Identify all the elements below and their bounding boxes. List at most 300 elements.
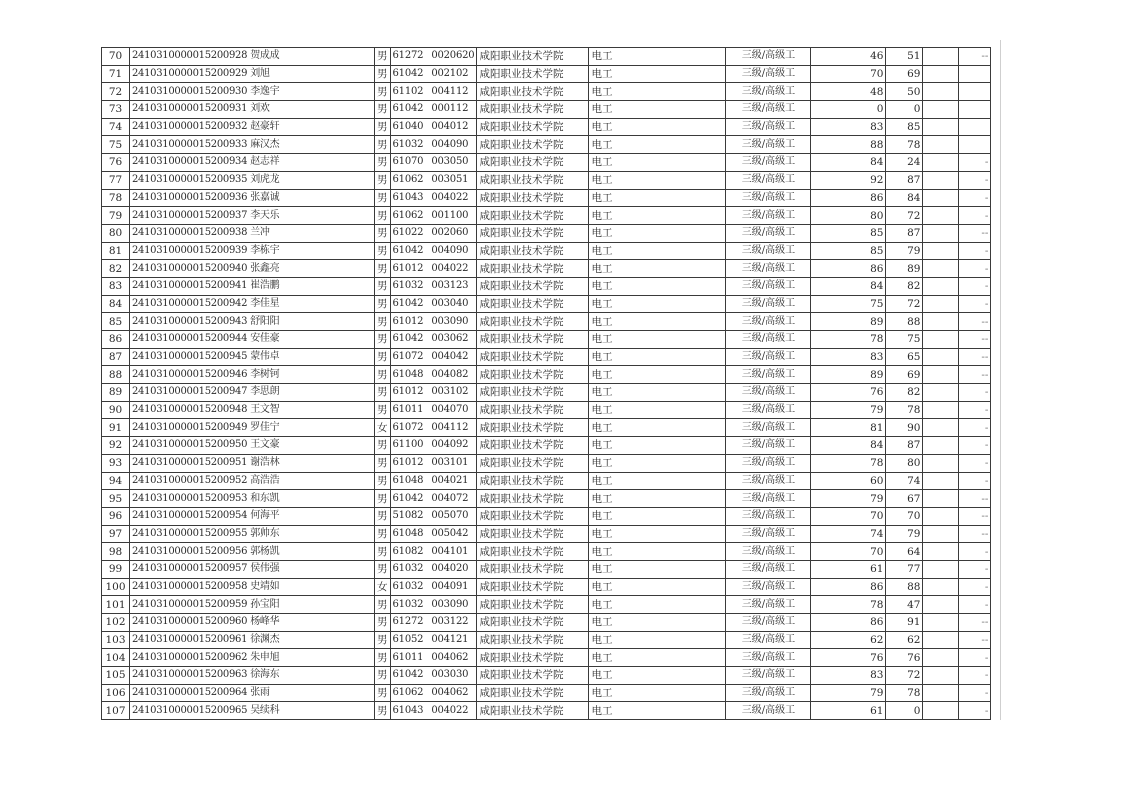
candidate-cell	[130, 419, 375, 437]
theory-score-cell: 78	[811, 331, 886, 349]
level-cell: 三级/高级工	[726, 313, 811, 331]
blank-cell	[923, 83, 959, 101]
table-row	[102, 649, 1043, 667]
candidate-cell	[130, 331, 375, 349]
candidate-cell	[130, 454, 375, 472]
practice-score-cell: 87	[886, 171, 923, 189]
blank-cell	[923, 242, 959, 260]
candidate-name: 贺成成	[250, 50, 280, 62]
table-row	[102, 472, 1043, 490]
remark-cell: -	[959, 189, 991, 207]
school-cell: 咸阳职业技术学院	[477, 331, 589, 349]
table-row	[102, 171, 1043, 189]
idcard-suffix: 004022	[431, 262, 469, 274]
school-cell: 咸阳职业技术学院	[477, 490, 589, 508]
exam-id: 2410310000015200937	[132, 209, 248, 221]
theory-score-cell: 89	[811, 366, 886, 384]
table-row	[102, 614, 1043, 632]
candidate-cell	[130, 313, 375, 331]
practice-score-cell: 69	[886, 366, 923, 384]
row-number-cell: 82	[102, 260, 130, 278]
candidate-cell	[130, 543, 375, 561]
table-row	[102, 65, 1043, 83]
theory-score-cell: 88	[811, 136, 886, 154]
candidate-name: 刘虎龙	[250, 174, 280, 186]
row-number-cell: 78	[102, 189, 130, 207]
blank-cell	[923, 454, 959, 472]
candidate-name: 张嘉诚	[250, 191, 280, 203]
idcard-suffix: 003062	[431, 333, 469, 345]
idcard-prefix: 61272	[392, 50, 424, 62]
blank-cell	[923, 331, 959, 349]
school-cell: 咸阳职业技术学院	[477, 366, 589, 384]
table-row	[102, 277, 1043, 295]
remark-cell: -	[959, 684, 991, 702]
row-number-cell: 72	[102, 83, 130, 101]
candidate-name: 高浩浩	[250, 474, 280, 486]
blank-cell	[923, 702, 959, 720]
blank-cell	[923, 507, 959, 525]
row-number-cell: 85	[102, 313, 130, 331]
candidate-name: 赵豪轩	[250, 121, 280, 133]
blank-cell	[923, 171, 959, 189]
idcard-cell	[390, 242, 477, 260]
row-number-cell: 102	[102, 614, 130, 632]
idcard-cell	[390, 313, 477, 331]
exam-id: 2410310000015200947	[132, 386, 248, 398]
table-row	[102, 118, 1043, 136]
school-cell: 咸阳职业技术学院	[477, 454, 589, 472]
candidate-cell	[130, 207, 375, 225]
blank-cell	[923, 384, 959, 402]
remark-cell: --	[959, 631, 991, 649]
idcard-prefix: 61012	[392, 386, 424, 398]
blank-cell	[923, 560, 959, 578]
level-cell: 三级/高级工	[726, 171, 811, 189]
idcard-suffix: 004112	[431, 85, 469, 97]
remark-cell	[959, 118, 991, 136]
idcard-cell	[390, 207, 477, 225]
candidate-cell	[130, 560, 375, 578]
idcard-cell	[390, 384, 477, 402]
idcard-prefix: 61042	[392, 333, 424, 345]
idcard-suffix: 005042	[431, 527, 469, 539]
remark-cell: --	[959, 348, 991, 366]
idcard-cell	[390, 401, 477, 419]
table-row	[102, 224, 1043, 242]
table-row	[102, 667, 1043, 685]
level-cell: 三级/高级工	[726, 348, 811, 366]
row-number-cell: 98	[102, 543, 130, 561]
idcard-cell	[390, 65, 477, 83]
school-cell: 咸阳职业技术学院	[477, 384, 589, 402]
school-cell: 咸阳职业技术学院	[477, 224, 589, 242]
idcard-prefix: 61040	[392, 121, 424, 133]
idcard-prefix: 61048	[392, 474, 424, 486]
idcard-suffix: 003102	[431, 386, 469, 398]
candidate-cell	[130, 83, 375, 101]
theory-score-cell: 83	[811, 667, 886, 685]
sex-cell: 男	[375, 171, 391, 189]
school-cell: 咸阳职业技术学院	[477, 295, 589, 313]
level-cell: 三级/高级工	[726, 649, 811, 667]
school-cell: 咸阳职业技术学院	[477, 348, 589, 366]
table-row	[102, 260, 1043, 278]
idcard-suffix: 003040	[431, 297, 469, 309]
school-cell: 咸阳职业技术学院	[477, 65, 589, 83]
practice-score-cell: 87	[886, 437, 923, 455]
occupation-cell: 电工	[589, 596, 726, 614]
exam-id: 2410310000015200949	[132, 421, 248, 433]
practice-score-cell: 62	[886, 631, 923, 649]
theory-score-cell: 76	[811, 384, 886, 402]
practice-score-cell: 80	[886, 454, 923, 472]
theory-score-cell: 0	[811, 101, 886, 119]
row-number-cell: 84	[102, 295, 130, 313]
idcard-cell	[390, 507, 477, 525]
table-row	[102, 348, 1043, 366]
theory-score-cell: 85	[811, 224, 886, 242]
school-cell: 咸阳职业技术学院	[477, 578, 589, 596]
remark-cell: -	[959, 260, 991, 278]
row-number-cell: 101	[102, 596, 130, 614]
candidate-cell	[130, 631, 375, 649]
practice-score-cell: 65	[886, 348, 923, 366]
candidate-cell	[130, 48, 375, 66]
occupation-cell: 电工	[589, 384, 726, 402]
idcard-suffix: 004042	[431, 351, 469, 363]
level-cell: 三级/高级工	[726, 472, 811, 490]
level-cell: 三级/高级工	[726, 419, 811, 437]
idcard-cell	[390, 260, 477, 278]
idcard-cell	[390, 136, 477, 154]
practice-score-cell: 87	[886, 224, 923, 242]
occupation-cell: 电工	[589, 472, 726, 490]
theory-score-cell: 62	[811, 631, 886, 649]
idcard-cell	[390, 277, 477, 295]
theory-score-cell: 86	[811, 578, 886, 596]
row-number-cell: 76	[102, 154, 130, 172]
candidate-name: 何海平	[250, 510, 280, 522]
theory-score-cell: 80	[811, 207, 886, 225]
blank-cell	[923, 224, 959, 242]
practice-score-cell: 0	[886, 702, 923, 720]
idcard-suffix: 004072	[431, 492, 469, 504]
idcard-prefix: 61012	[392, 457, 424, 469]
exam-id: 2410310000015200963	[132, 669, 248, 681]
row-number-cell: 99	[102, 560, 130, 578]
sex-cell: 男	[375, 189, 391, 207]
remark-cell: -	[959, 154, 991, 172]
sex-cell: 男	[375, 277, 391, 295]
candidate-cell	[130, 295, 375, 313]
idcard-cell	[390, 348, 477, 366]
exam-id: 2410310000015200956	[132, 545, 248, 557]
remark-cell: -	[959, 242, 991, 260]
candidate-cell	[130, 189, 375, 207]
idcard-prefix: 61062	[392, 209, 424, 221]
theory-score-cell: 75	[811, 295, 886, 313]
remark-cell: -	[959, 171, 991, 189]
idcard-cell	[390, 684, 477, 702]
theory-score-cell: 84	[811, 154, 886, 172]
sex-cell: 男	[375, 525, 391, 543]
candidate-name: 郭帅东	[250, 527, 280, 539]
school-cell: 咸阳职业技术学院	[477, 118, 589, 136]
sex-cell: 男	[375, 472, 391, 490]
row-number-cell: 103	[102, 631, 130, 649]
candidate-name: 舒阳阳	[250, 315, 280, 327]
remark-cell: -	[959, 207, 991, 225]
blank-cell	[923, 614, 959, 632]
exam-id: 2410310000015200938	[132, 227, 248, 239]
occupation-cell: 电工	[589, 614, 726, 632]
candidate-name: 徐渊杰	[250, 634, 280, 646]
blank-cell	[923, 525, 959, 543]
table-body	[102, 48, 1043, 720]
theory-score-cell: 86	[811, 614, 886, 632]
idcard-suffix: 000112	[431, 103, 469, 115]
idcard-prefix: 61032	[392, 138, 424, 150]
table-row	[102, 48, 1043, 66]
sex-cell: 男	[375, 366, 391, 384]
row-number-cell: 87	[102, 348, 130, 366]
table-row	[102, 631, 1043, 649]
exam-id: 2410310000015200933	[132, 138, 248, 150]
sex-cell: 男	[375, 667, 391, 685]
idcard-prefix: 61070	[392, 156, 424, 168]
exam-id: 2410310000015200939	[132, 244, 248, 256]
idcard-cell	[390, 490, 477, 508]
occupation-cell: 电工	[589, 667, 726, 685]
candidate-cell	[130, 614, 375, 632]
practice-score-cell: 0	[886, 101, 923, 119]
remark-cell: -	[959, 454, 991, 472]
idcard-prefix: 61062	[392, 174, 424, 186]
idcard-suffix: 004091	[431, 580, 469, 592]
candidate-name: 孙宝阳	[250, 598, 280, 610]
theory-score-cell: 86	[811, 260, 886, 278]
sex-cell: 男	[375, 260, 391, 278]
table-row	[102, 136, 1043, 154]
idcard-prefix: 61100	[392, 439, 424, 451]
exam-id: 2410310000015200958	[132, 580, 248, 592]
idcard-cell	[390, 154, 477, 172]
occupation-cell: 电工	[589, 578, 726, 596]
idcard-cell	[390, 189, 477, 207]
table-row	[102, 437, 1043, 455]
row-number-cell: 83	[102, 277, 130, 295]
remark-cell: --	[959, 331, 991, 349]
theory-score-cell: 78	[811, 596, 886, 614]
sex-cell: 男	[375, 614, 391, 632]
practice-score-cell: 90	[886, 419, 923, 437]
sex-cell: 男	[375, 242, 391, 260]
practice-score-cell: 82	[886, 277, 923, 295]
candidate-cell	[130, 649, 375, 667]
practice-score-cell: 74	[886, 472, 923, 490]
occupation-cell: 电工	[589, 313, 726, 331]
exam-id: 2410310000015200959	[132, 598, 248, 610]
level-cell: 三级/高级工	[726, 684, 811, 702]
idcard-suffix: 004022	[431, 191, 469, 203]
candidate-cell	[130, 171, 375, 189]
level-cell: 三级/高级工	[726, 118, 811, 136]
occupation-cell: 电工	[589, 83, 726, 101]
level-cell: 三级/高级工	[726, 242, 811, 260]
idcard-suffix: 005070	[431, 510, 469, 522]
row-number-cell: 91	[102, 419, 130, 437]
exam-id: 2410310000015200931	[132, 103, 248, 115]
idcard-cell	[390, 596, 477, 614]
idcard-prefix: 61043	[392, 191, 424, 203]
idcard-prefix: 61011	[392, 651, 424, 663]
candidate-cell	[130, 684, 375, 702]
remark-cell: -	[959, 649, 991, 667]
level-cell: 三级/高级工	[726, 136, 811, 154]
school-cell: 咸阳职业技术学院	[477, 83, 589, 101]
sex-cell: 男	[375, 154, 391, 172]
level-cell: 三级/高级工	[726, 295, 811, 313]
table-row	[102, 401, 1043, 419]
sex-cell: 男	[375, 295, 391, 313]
remark-cell: -	[959, 295, 991, 313]
idcard-suffix: 003051	[431, 174, 469, 186]
blank-cell	[923, 490, 959, 508]
table-row	[102, 295, 1043, 313]
school-cell: 咸阳职业技术学院	[477, 631, 589, 649]
idcard-suffix: 004062	[431, 651, 469, 663]
level-cell: 三级/高级工	[726, 366, 811, 384]
school-cell: 咸阳职业技术学院	[477, 101, 589, 119]
practice-score-cell: 89	[886, 260, 923, 278]
table-row	[102, 543, 1043, 561]
level-cell: 三级/高级工	[726, 596, 811, 614]
table-row	[102, 596, 1043, 614]
idcard-prefix: 61011	[392, 404, 424, 416]
occupation-cell: 电工	[589, 171, 726, 189]
school-cell: 咸阳职业技术学院	[477, 313, 589, 331]
occupation-cell: 电工	[589, 242, 726, 260]
blank-cell	[923, 313, 959, 331]
idcard-suffix: 004022	[431, 704, 469, 716]
level-cell: 三级/高级工	[726, 277, 811, 295]
occupation-cell: 电工	[589, 419, 726, 437]
theory-score-cell: 81	[811, 419, 886, 437]
idcard-suffix: 004070	[431, 404, 469, 416]
idcard-prefix: 61102	[392, 85, 424, 97]
candidate-name: 兰冲	[250, 227, 270, 239]
practice-score-cell: 69	[886, 65, 923, 83]
table-row	[102, 684, 1043, 702]
level-cell: 三级/高级工	[726, 189, 811, 207]
candidate-cell	[130, 384, 375, 402]
row-number-cell: 80	[102, 224, 130, 242]
school-cell: 咸阳职业技术学院	[477, 419, 589, 437]
school-cell: 咸阳职业技术学院	[477, 507, 589, 525]
row-number-cell: 89	[102, 384, 130, 402]
sex-cell: 男	[375, 684, 391, 702]
blank-cell	[923, 207, 959, 225]
idcard-suffix: 003090	[431, 315, 469, 327]
remark-cell: --	[959, 614, 991, 632]
idcard-cell	[390, 667, 477, 685]
school-cell: 咸阳职业技术学院	[477, 401, 589, 419]
exam-id: 2410310000015200955	[132, 527, 248, 539]
idcard-suffix: 004121	[431, 634, 469, 646]
exam-id: 2410310000015200945	[132, 351, 248, 363]
exam-id: 2410310000015200957	[132, 563, 248, 575]
occupation-cell: 电工	[589, 437, 726, 455]
school-cell: 咸阳职业技术学院	[477, 189, 589, 207]
practice-score-cell: 85	[886, 118, 923, 136]
practice-score-cell: 79	[886, 525, 923, 543]
candidate-cell	[130, 260, 375, 278]
level-cell: 三级/高级工	[726, 401, 811, 419]
occupation-cell: 电工	[589, 649, 726, 667]
theory-score-cell: 79	[811, 401, 886, 419]
school-cell: 咸阳职业技术学院	[477, 154, 589, 172]
sex-cell: 男	[375, 313, 391, 331]
candidate-cell	[130, 667, 375, 685]
exam-id: 2410310000015200935	[132, 174, 248, 186]
idcard-cell	[390, 366, 477, 384]
idcard-prefix: 61042	[392, 297, 424, 309]
table-row	[102, 384, 1043, 402]
idcard-prefix: 61042	[392, 492, 424, 504]
idcard-suffix: 002060	[431, 227, 469, 239]
exam-id: 2410310000015200964	[132, 687, 248, 699]
sex-cell: 男	[375, 384, 391, 402]
idcard-cell	[390, 295, 477, 313]
row-number-cell: 86	[102, 331, 130, 349]
idcard-cell	[390, 224, 477, 242]
school-cell: 咸阳职业技术学院	[477, 260, 589, 278]
occupation-cell: 电工	[589, 118, 726, 136]
candidate-name: 李佳星	[250, 297, 280, 309]
exam-id: 2410310000015200961	[132, 634, 248, 646]
sex-cell: 男	[375, 507, 391, 525]
candidate-name: 李树钶	[250, 368, 280, 380]
idcard-prefix: 61043	[392, 704, 424, 716]
idcard-suffix: 003050	[431, 156, 469, 168]
practice-score-cell: 72	[886, 667, 923, 685]
school-cell: 咸阳职业技术学院	[477, 684, 589, 702]
occupation-cell: 电工	[589, 207, 726, 225]
idcard-prefix: 61032	[392, 563, 424, 575]
idcard-cell	[390, 525, 477, 543]
sex-cell: 男	[375, 543, 391, 561]
occupation-cell: 电工	[589, 684, 726, 702]
idcard-prefix: 61012	[392, 315, 424, 327]
practice-score-cell: 84	[886, 189, 923, 207]
candidate-cell	[130, 65, 375, 83]
remark-cell: -	[959, 419, 991, 437]
remark-cell	[959, 83, 991, 101]
level-cell: 三级/高级工	[726, 543, 811, 561]
practice-score-cell: 50	[886, 83, 923, 101]
candidate-name: 安佳豪	[250, 333, 280, 345]
practice-score-cell: 88	[886, 578, 923, 596]
sex-cell: 男	[375, 560, 391, 578]
row-number-cell: 92	[102, 437, 130, 455]
candidate-cell	[130, 101, 375, 119]
idcard-prefix: 61072	[392, 421, 424, 433]
table-row	[102, 525, 1043, 543]
exam-id: 2410310000015200942	[132, 297, 248, 309]
idcard-cell	[390, 649, 477, 667]
score-table	[101, 47, 1043, 720]
